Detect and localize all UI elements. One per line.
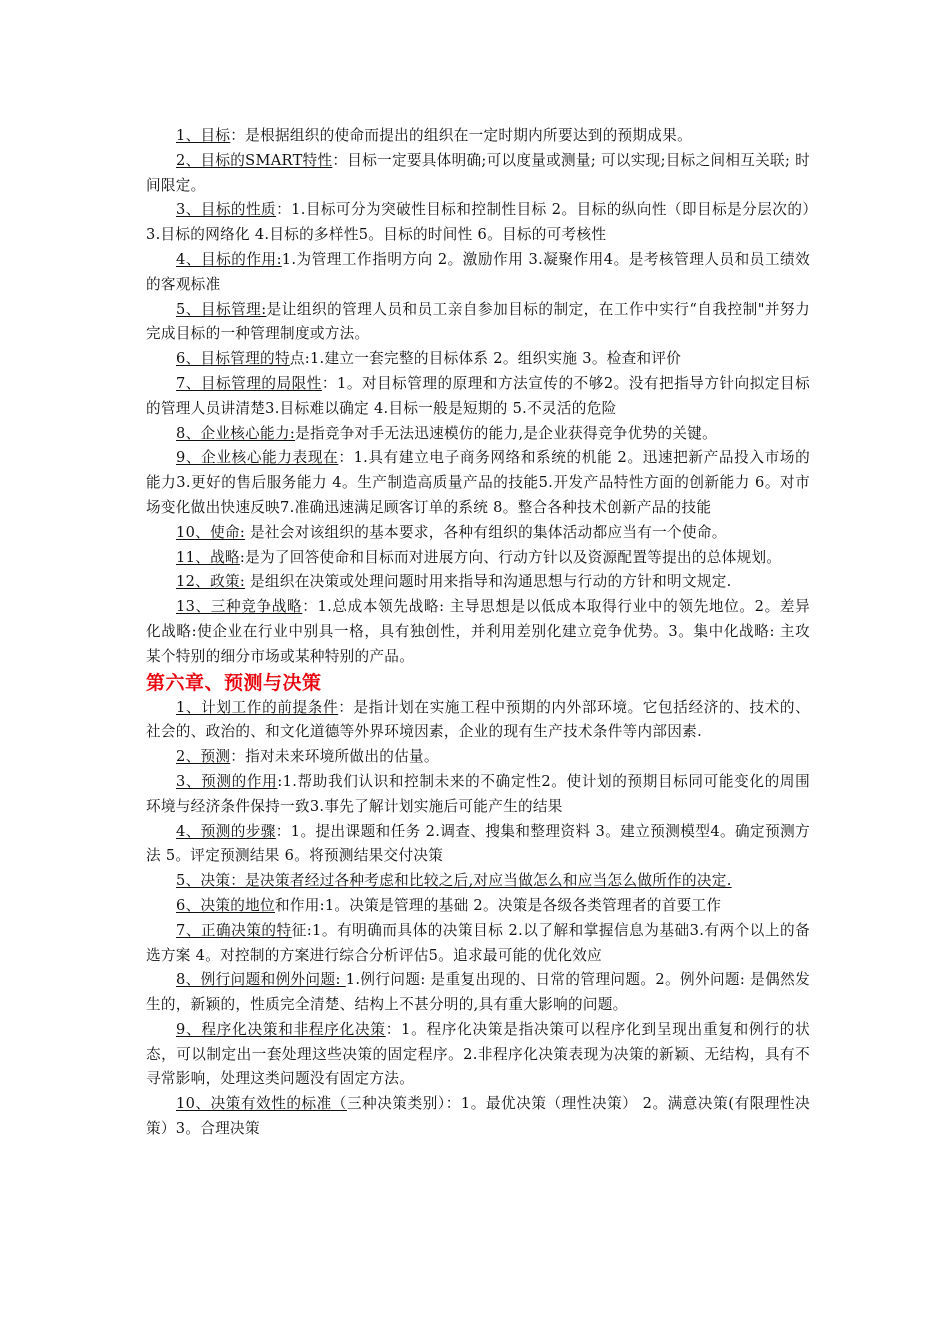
definition-body: 是让组织的管理人员和员工亲自参加目标的制定，在工作中实行“自我控制"并努力完成目标的一种管理制度或方法。 bbox=[146, 300, 810, 343]
definition-paragraph bbox=[146, 1018, 810, 1092]
definition-paragraph bbox=[146, 446, 810, 520]
definition-body: 1.例行问题: 是重复出现的、日常的管理问题。2。例外问题: 是偶然发生的，新颖的，性质完全清楚、结构上不甚分明的,具有重大影响的问题。 bbox=[146, 971, 810, 1014]
definition-term: 4、目标的作用: bbox=[176, 250, 282, 268]
definition-body: 征:1。有明确而具体的决策目标 2.以了解和掌握信息为基础3.有两个以上的备选方案 4。对控制的方案进行综合分析评估5。追求最可能的优化效应 bbox=[146, 921, 811, 964]
definition-paragraph bbox=[146, 124, 810, 149]
definition-paragraph bbox=[146, 745, 810, 770]
definition-body: 是指竞争对手无法迅速模仿的能力,是企业获得竞争优势的关键。 bbox=[295, 424, 718, 442]
document-page bbox=[146, 124, 810, 1142]
definition-paragraph bbox=[146, 770, 810, 820]
definition-body: ：指对未来环境所做出的估量。 bbox=[230, 748, 439, 766]
definition-term: 12、政策: bbox=[176, 573, 246, 591]
definition-body: :是为了回答使命和目标而对进展方向、行动方针以及资源配置等提出的总体规划。 bbox=[239, 548, 782, 566]
section-forecast-decision bbox=[146, 696, 810, 1142]
definition-term: 11、战略 bbox=[176, 548, 240, 566]
definition-term: 2、预测 bbox=[176, 748, 231, 766]
definition-body: 是组织在决策或处理问题时用来指导和沟通思想与行动的方针和明文规定. bbox=[245, 573, 732, 591]
definition-body: ：是指计划在实施工程中预期的内外部环境。它包括经济的、技术的、社会的、政治的、和文化道德等外界环境因素，企业的现有生产技术条件等内部因素. bbox=[146, 698, 810, 741]
definition-term: 8、企业核心能力: bbox=[176, 424, 296, 442]
definition-paragraph bbox=[146, 546, 810, 571]
definition-body: 是社会对该组织的基本要求，各种有组织的集体活动都应当有一个使命。 bbox=[245, 523, 727, 541]
definition-term: 5、目标管理: bbox=[176, 300, 267, 318]
definition-body: ：1.具有建立电子商务网络和系统的机能 2。迅速把新产品投入市场的能力3.更好的售后服务能力 4。生产制造高质量产品的技能5.开发产品特性方面的创新能力 6。对市场变化做出快速反映7.准确迅速满足顾客订单的系统 8。整合各种技术创新产品的技能 bbox=[146, 449, 810, 516]
definition-term: 4、预测的步骤 bbox=[176, 822, 276, 840]
definition-term: 6、决策的地位 bbox=[176, 896, 275, 914]
definition-term: 7、正确决策的特 bbox=[176, 921, 292, 939]
definition-paragraph bbox=[146, 919, 810, 969]
definition-body: 三种决策类别）：1。最优决策（理性决策） 2。满意决策(有限理性决策）3。合理决策 bbox=[146, 1095, 810, 1138]
chapter-title: 第六章、预测与决策 bbox=[146, 671, 322, 694]
definition-paragraph bbox=[146, 149, 810, 199]
definition-body: ：是根据组织的使命而提出的组织在一定时期内所要达到的预期成果。 bbox=[230, 127, 692, 144]
definition-term: 2、目标的SMART特性 bbox=[176, 151, 333, 169]
definition-paragraph bbox=[146, 820, 810, 870]
definition-term: 10、使命: bbox=[176, 523, 246, 541]
definition-paragraph bbox=[146, 298, 810, 348]
definition-paragraph bbox=[146, 869, 810, 894]
definition-paragraph bbox=[146, 570, 810, 595]
section-goals bbox=[146, 124, 810, 670]
definition-body: ：1。提出课题和任务 2.调查、搜集和整理资料 3。建立预测模型4。确定预测方法 5。评定预测结果 6。将预测结果交付决策 bbox=[146, 822, 810, 865]
definition-paragraph bbox=[146, 894, 810, 919]
definition-body: ：目标一定要具体明确;可以度量或测量; 可以实现;目标之间相互关联; 时间限定。 bbox=[146, 151, 810, 194]
definition-paragraph bbox=[146, 1092, 810, 1142]
definition-paragraph bbox=[146, 595, 810, 669]
definition-body: ：1。对目标管理的原理和方法宣传的不够2。没有把指导方针向拟定目标的管理人员讲清楚3.目标难以确定 4.目标一般是短期的 5.不灵活的危险 bbox=[146, 374, 810, 417]
definition-paragraph bbox=[146, 696, 810, 746]
definition-paragraph bbox=[146, 968, 810, 1018]
definition-term: 3、预测的作用 bbox=[176, 772, 278, 790]
definition-term: 9、企业核心能力表现在 bbox=[176, 449, 339, 467]
definition-term: 9、程序化决策和非程序化决策 bbox=[176, 1020, 386, 1038]
definition-body: ：1.总成本领先战略: 主导思想是以低成本取得行业中的领先地位。2。差异化战略:使企业在行业中别具一格，具有独创性，并利用差别化建立竞争优势。3。集中化战略: 主攻某个特别的细分市场或某种特别的产品。 bbox=[146, 598, 810, 665]
definition-term: 1、计划工作的前提条件 bbox=[176, 698, 339, 716]
definition-body: ：1。程序化决策是指决策可以程序化到呈现出重复和例行的状态，可以制定出一套处理这些决策的固定程序。2.非程序化决策表现为决策的新颖、无结构，具有不寻常影响，处理这类问题没有固定方法。 bbox=[146, 1020, 810, 1088]
definition-term: 13、三种竞争战略 bbox=[176, 598, 303, 616]
definition-paragraph bbox=[146, 372, 810, 422]
definition-paragraph bbox=[146, 521, 810, 546]
definition-body: 1.为管理工作指明方向 2。激励作用 3.凝聚作用4。是考核管理人员和员工绩效的客观标准 bbox=[146, 250, 810, 293]
definition-term: 10、决策有效性的标准（ bbox=[176, 1095, 347, 1113]
definition-term: 7、目标管理的局限性 bbox=[176, 374, 322, 392]
definition-body: :1.帮助我们认识和控制未来的不确定性2。使计划的预期目标同可能变化的周围环境与经济条件保持一致3.事先了解计划实施后可能产生的结果 bbox=[146, 772, 811, 815]
definition-term: 3、目标的性质 bbox=[176, 201, 277, 219]
definition-body: ：1.目标可分为突破性目标和控制性目标 2。目标的纵向性（即目标是分层次的）3.目标的网络化 4.目标的多样性5。目标的时间性 6。目标的可考核性 bbox=[146, 201, 810, 244]
definition-paragraph bbox=[146, 248, 810, 298]
definition-paragraph bbox=[146, 198, 810, 248]
definition-body: 点:1.建立一套完整的目标体系 2。组织实施 3。检查和评价 bbox=[289, 350, 682, 368]
definition-paragraph bbox=[146, 347, 810, 372]
definition-term: 8、例行问题和例外问题: bbox=[176, 971, 346, 989]
definition-term: 5、决策：是决策者经过各种考虑和比较之后,对应当做怎么和应当怎么做所作的决定. bbox=[176, 872, 732, 890]
definition-term: 1、目标 bbox=[176, 127, 231, 144]
definition-body: 和作用:1。决策是管理的基础 2。决策是各级各类管理者的首要工作 bbox=[274, 896, 722, 914]
definition-term: 6、目标管理的特 bbox=[176, 350, 290, 368]
definition-paragraph bbox=[146, 422, 810, 447]
